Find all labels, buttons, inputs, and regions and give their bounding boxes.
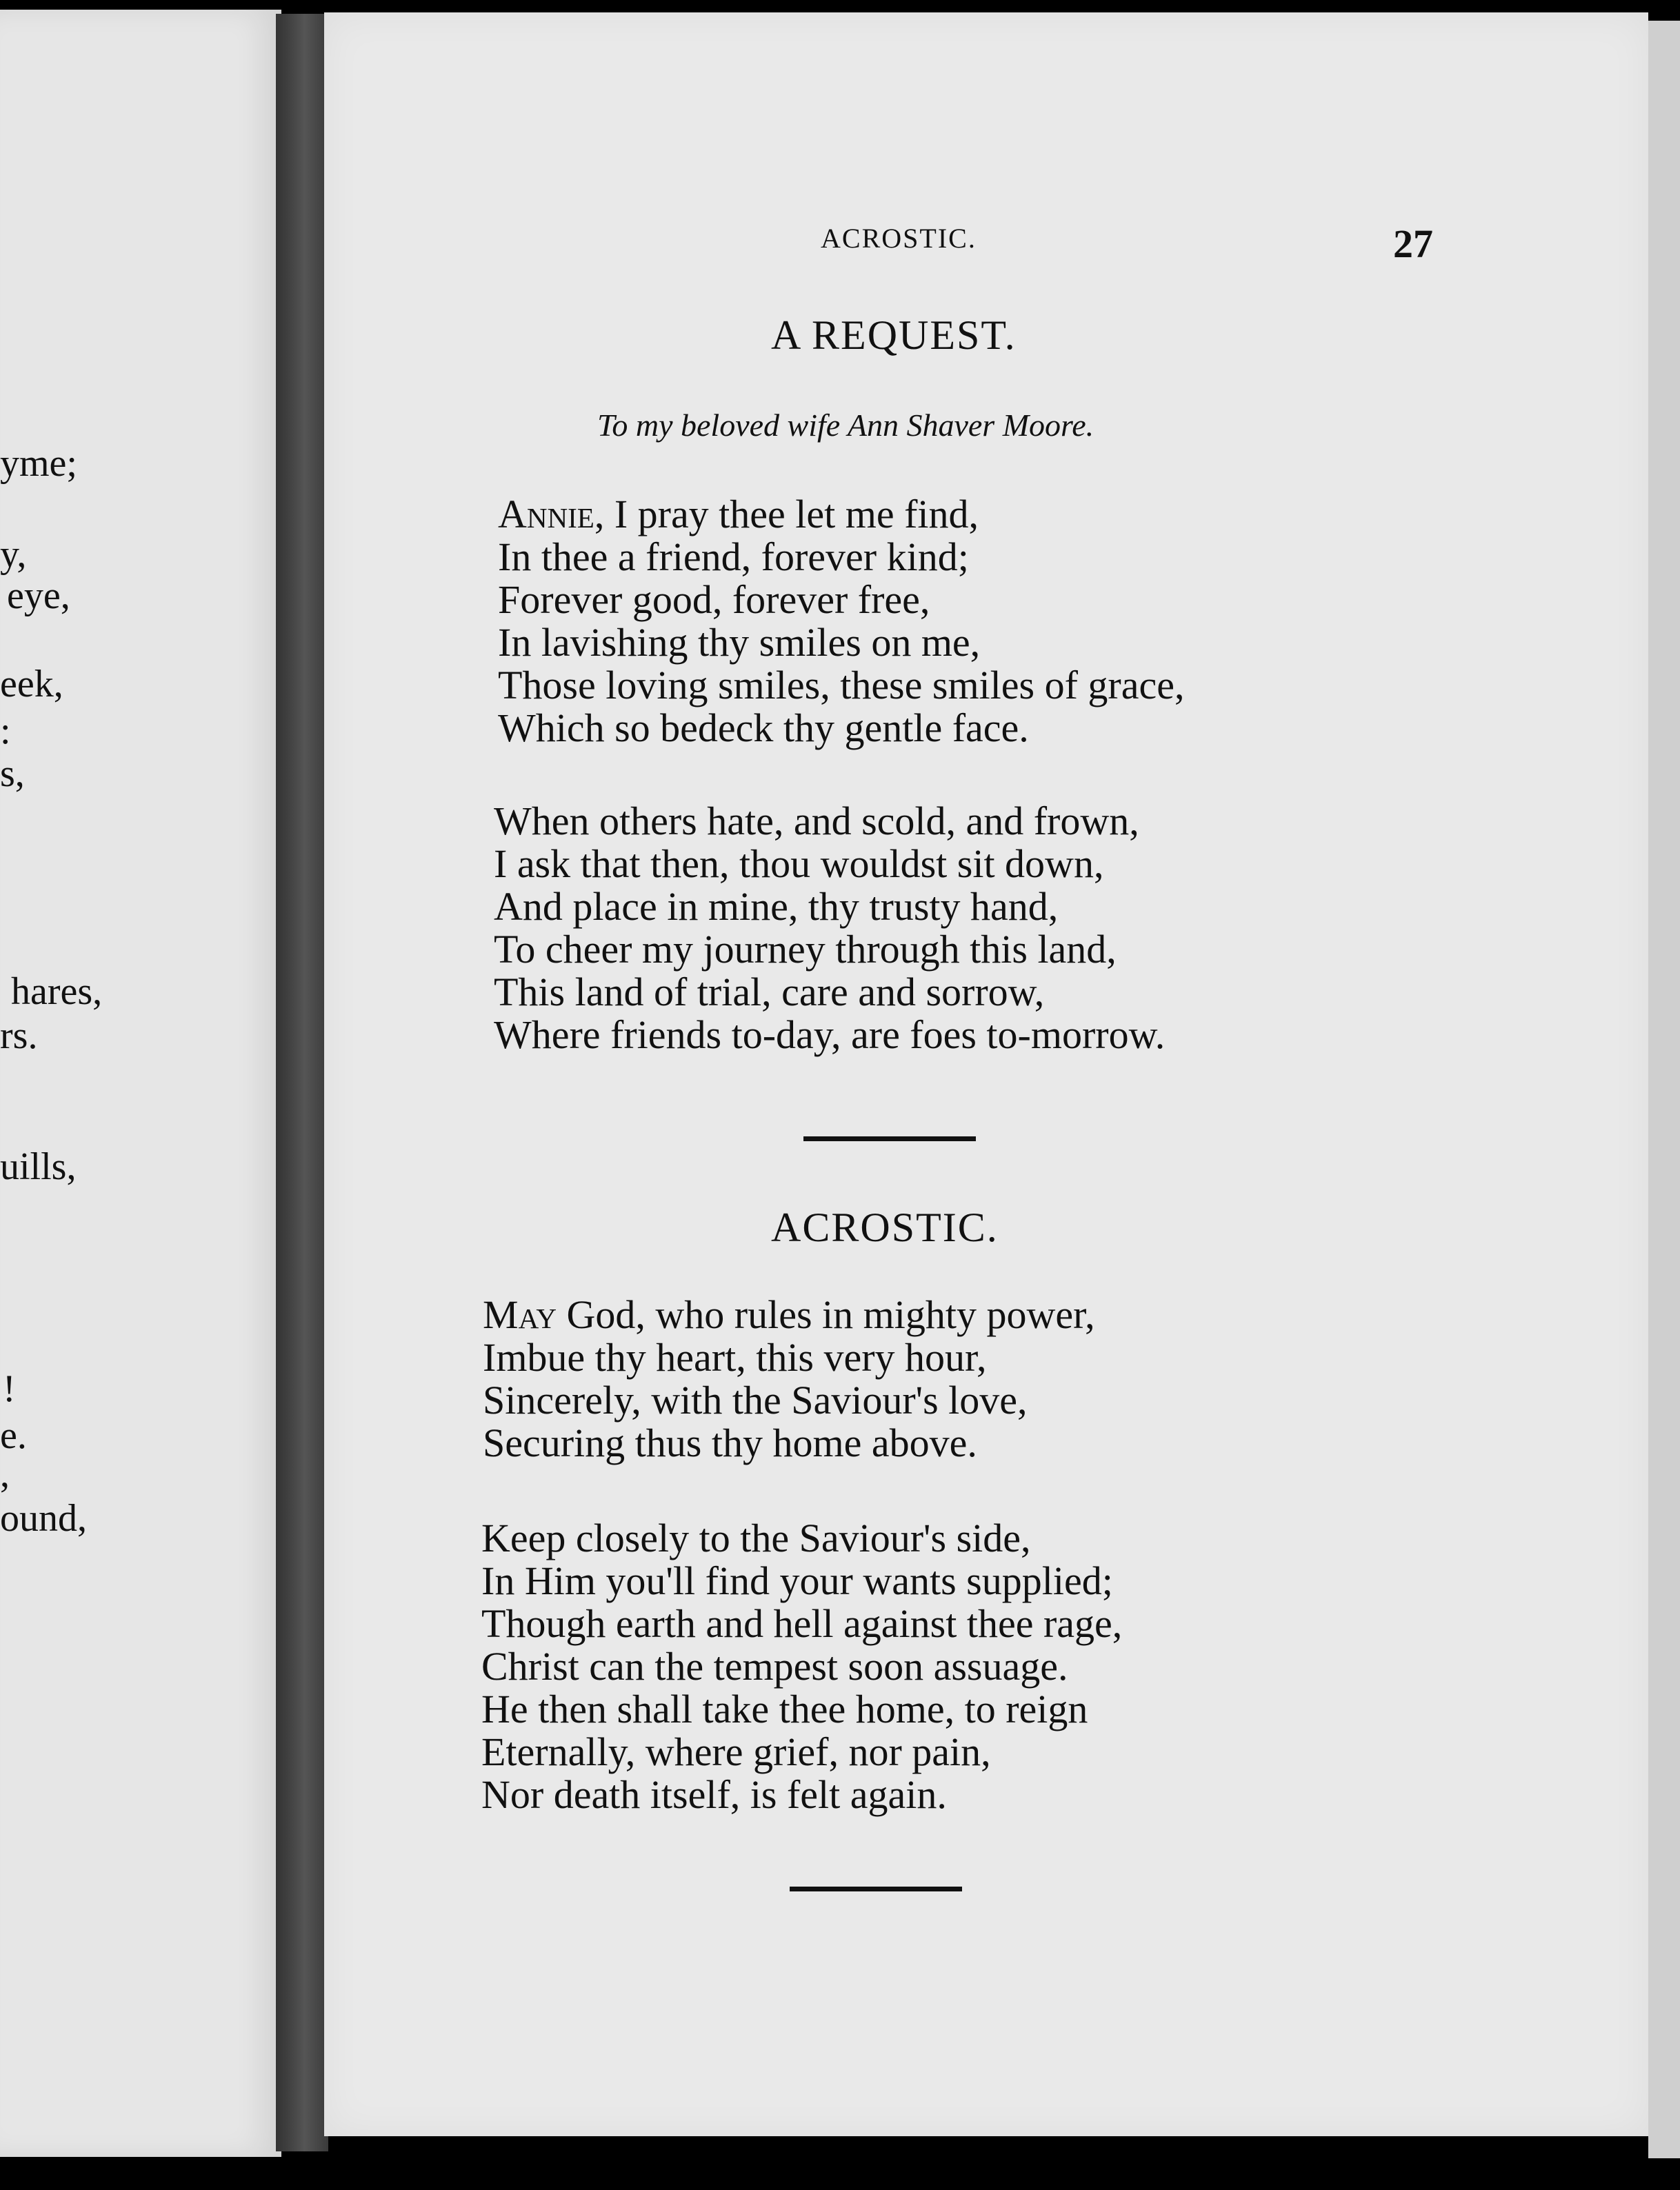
verse-line-rest: God, who rules in mighty power,	[557, 1292, 1095, 1337]
section-divider	[790, 1887, 962, 1891]
page-edge	[1648, 21, 1680, 2158]
left-page-fragment: s,	[0, 752, 25, 795]
left-page-fragment: y,	[0, 533, 27, 576]
verse-line: Where friends to-day, are foes to-morrow.	[494, 1012, 1166, 1057]
verse-line: Which so bedeck thy gentle face.	[498, 705, 1029, 750]
verse-line: When others hate, and scold, and frown,	[494, 798, 1139, 843]
verse-line: He then shall take thee home, to reign	[481, 1687, 1088, 1731]
left-page-fragment: rs.	[0, 1014, 38, 1057]
verse-line: Eternally, where grief, nor pain,	[481, 1729, 991, 1774]
verse-line	[498, 493, 1184, 536]
verse-line: Nor death itself, is felt again.	[481, 1772, 947, 1817]
poem-dedication: To my beloved wife Ann Shaver Moore.	[597, 408, 1094, 443]
verse-line-rest: , I pray thee let me find,	[594, 492, 979, 536]
left-page-fragment: yme;	[0, 442, 77, 485]
verse-line: Securing thus thy home above.	[483, 1420, 977, 1465]
poem-title: ACROSTIC.	[771, 1205, 999, 1250]
verse-line	[483, 1294, 1095, 1336]
section-divider	[803, 1136, 976, 1141]
left-page-fragment: eye,	[7, 574, 70, 617]
verse-line: Christ can the tempest soon assuage.	[481, 1644, 1068, 1689]
left-page-fragment: :	[0, 710, 11, 752]
verse-line: And place in mine, thy trusty hand,	[494, 884, 1059, 929]
verse-line: In lavishing thy smiles on me,	[498, 620, 981, 665]
verse-line: Imbue thy heart, this very hour,	[483, 1335, 987, 1380]
left-page-fragment: ound,	[0, 1497, 87, 1540]
poem1-stanza-2	[494, 800, 1165, 1056]
verse-line: Those loving smiles, these smiles of grace,	[498, 663, 1185, 707]
left-page-fragment: hares,	[11, 970, 103, 1013]
verse-line: Keep closely to the Saviour's side,	[481, 1516, 1031, 1560]
left-page-fragment: ,	[0, 1453, 10, 1496]
left-page-fragment: e.	[0, 1414, 27, 1457]
acrostic-initial-word: May	[483, 1292, 557, 1337]
verse-line: In thee a friend, forever kind;	[498, 534, 969, 579]
verse-line: To cheer my journey through this land,	[494, 927, 1117, 972]
verse-line: I ask that then, thou wouldst sit down,	[494, 841, 1104, 886]
left-page-fragment: eek,	[0, 663, 63, 705]
verse-line: This land of trial, care and sorrow,	[494, 970, 1045, 1014]
poem2-stanza-2	[481, 1517, 1122, 1816]
left-page-fragment: uills,	[0, 1145, 77, 1188]
poem1-stanza-1	[498, 493, 1184, 750]
book-gutter	[276, 14, 328, 2151]
running-head: ACROSTIC.	[821, 223, 977, 254]
left-facing-page	[0, 10, 281, 2157]
verse-line: Though earth and hell against thee rage,	[481, 1601, 1123, 1646]
poem2-stanza-1	[483, 1294, 1095, 1465]
left-page-fragment: !	[3, 1367, 16, 1410]
verse-line: Forever good, forever free,	[498, 577, 930, 622]
verse-line: In Him you'll find your wants supplied;	[481, 1558, 1113, 1603]
verse-line: Sincerely, with the Saviour's love,	[483, 1378, 1028, 1423]
acrostic-initial-word: Annie	[498, 492, 594, 536]
poem-title: A REQUEST.	[771, 312, 1017, 358]
page-number: 27	[1393, 221, 1433, 266]
